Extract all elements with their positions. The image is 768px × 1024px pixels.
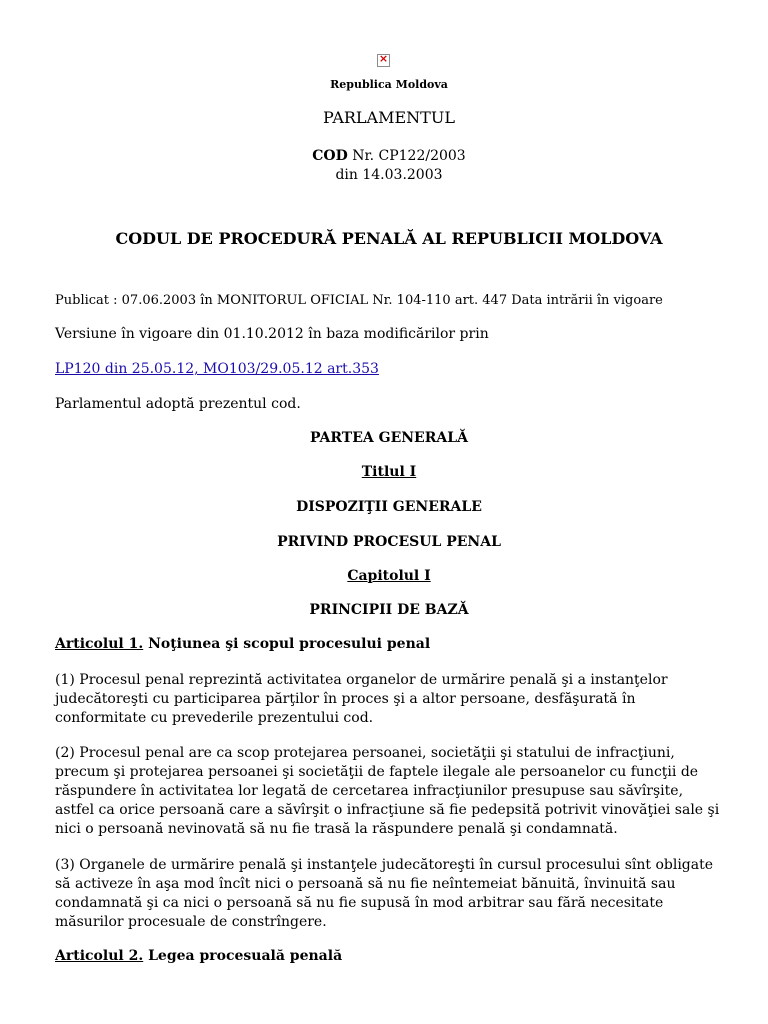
chapter-heading: Capitolul I [347, 568, 431, 584]
publication-info: Publicat : 07.06.2003 în MONITORUL OFICIAL Nr. 104-110 art. 447 Data intrării în vigoare [55, 293, 663, 308]
article-1-paragraph-1: (1) Procesul penal reprezintă activitatea organelor de urmărire penală şi a instanţelor judecătoreşti cu participarea părţilor în proces şi a altor persoane, desfăşurată în conformitate cu prevederile prezentului cod. [55, 672, 668, 726]
article-2-heading [55, 948, 723, 964]
code-label: COD [312, 148, 348, 164]
principles-heading: PRINCIPII DE BAZĂ [309, 602, 469, 618]
article-1-label: Articolul 1. [55, 636, 144, 652]
dispositions-heading: DISPOZIŢII GENERALE [296, 499, 482, 515]
amendment-link[interactable]: LP120 din 25.05.12, MO103/29.05.12 art.353 [55, 361, 379, 377]
article-2-label: Articolul 2. [55, 948, 144, 964]
article-1-title: Noţiunea şi scopul procesului penal [143, 636, 431, 652]
code-number: Nr. CP122/2003 [347, 148, 466, 164]
document-title: CODUL DE PROCEDURĂ PENALĂ AL REPUBLICII MOLDOVA [115, 229, 663, 248]
article-1-paragraph-3: (3) Organele de urmărire penală şi instanţele judecătoreşti în cursul procesului sînt obligate să activeze în aşa mod încît nici o persoană să nu fie neîntemeiat bănuită, învinuită sau condamnată şi ca nici o persoană să nu fie supusă în mod arbitrar sau fără necesitate măsurilor procesuale de constrîngere. [55, 857, 714, 930]
title-heading: Titlul I [361, 464, 417, 480]
code-date: din 14.03.2003 [335, 167, 443, 183]
article-1-heading [55, 636, 723, 652]
article-1-paragraph-2: (2) Procesul penal are ca scop protejarea persoanei, societăţii şi statului de infracţiuni, precum şi protejarea persoanei şi societăţii de faptele ilegale ale persoanelor cu funcţii de răspundere în activitatea lor legată de cercetarea infracţiunilor presupuse sau săvîrşite, astfel ca orice persoană care a săvîrşit o infracţiune să fie pedepsită potrivit vinovăţiei sale şi nici o persoană nevinovată să nu fie trasă la răspundere penală şi condamnată. [55, 745, 720, 837]
version-info: Versiune în vigoare din 01.10.2012 în baza modificărilor prin [55, 326, 489, 342]
article-2-title: Legea procesuală penală [143, 948, 343, 964]
adoption-statement: Parlamentul adoptă prezentul cod. [55, 396, 301, 412]
code-number-block [55, 147, 723, 185]
parliament-heading: PARLAMENTUL [323, 108, 455, 127]
broken-image-icon: × [378, 52, 389, 65]
regarding-heading: PRIVIND PROCESUL PENAL [277, 534, 501, 550]
part-heading: PARTEA GENERALĂ [310, 430, 468, 446]
republic-name: Republica Moldova [330, 78, 448, 91]
